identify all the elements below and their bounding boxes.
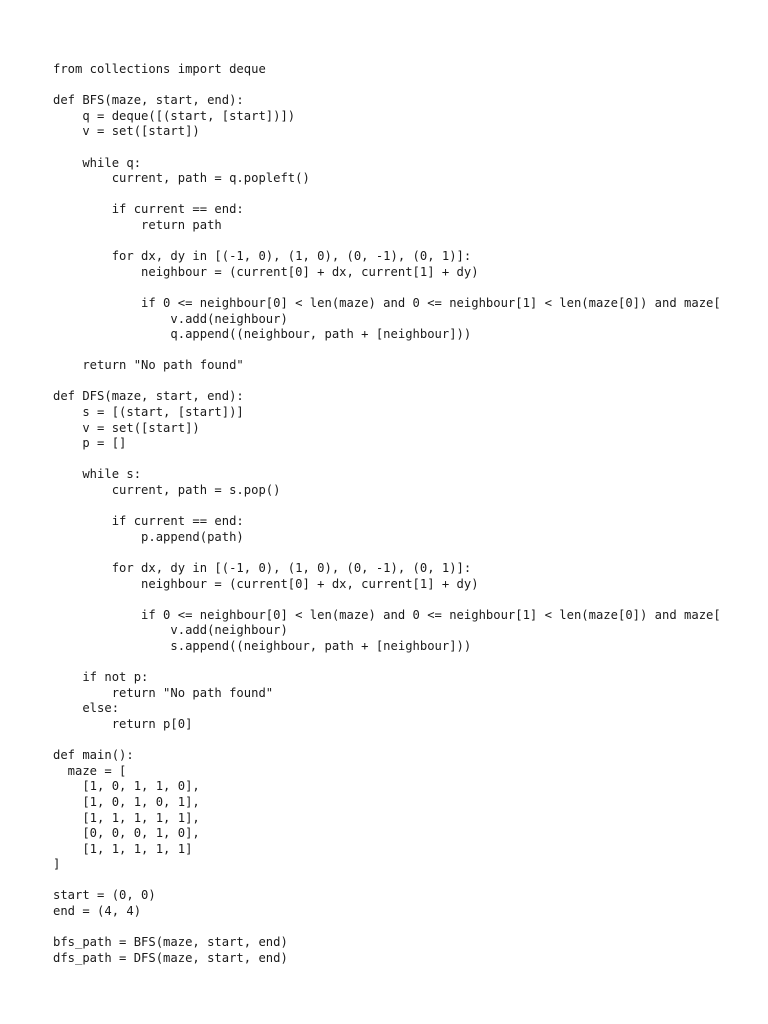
code-line: s = [(start, [start])]: [53, 405, 244, 420]
code-line: [53, 374, 753, 390]
code-line: [53, 733, 753, 749]
code-line: [1, 0, 1, 0, 1],: [53, 794, 200, 809]
code-line: if 0 <= neighbour[0] < len(maze) and 0 <= neighbour[1] < len(maze[0]) and maze[: [53, 295, 721, 310]
code-line: if not p:: [53, 670, 149, 685]
code-line: q.append((neighbour, path + [neighbour])): [53, 327, 472, 342]
code-line: for dx, dy in [(-1, 0), (1, 0), (0, -1), (0, 1)]:: [53, 561, 472, 575]
code-line: q = deque([(start, [start])]): [53, 108, 296, 123]
code-line: while s:: [53, 467, 142, 482]
code-line: [53, 140, 753, 156]
code-line: [53, 545, 753, 561]
code-line: if current == end:: [53, 202, 244, 217]
code-line: return "No path found": [53, 358, 244, 373]
code-line: def BFS(maze, start, end):: [53, 93, 244, 108]
code-line: current, path = s.pop(): [53, 483, 281, 498]
code-line: bfs_path = BFS(maze, start, end): [53, 935, 288, 950]
code-line: [53, 920, 753, 936]
code-line: [1, 0, 1, 1, 0],: [53, 779, 200, 794]
code-line: [53, 234, 753, 250]
code-line: return "No path found": [53, 685, 274, 700]
code-line: [53, 280, 753, 296]
code-line: p.append(path): [53, 529, 244, 544]
code-line: [53, 499, 753, 515]
code-line: v = set([start]): [53, 420, 200, 435]
code-line: [53, 343, 753, 359]
code-line: current, path = q.popleft(): [53, 171, 310, 186]
code-line: while q:: [53, 155, 142, 170]
code-line: dfs_path = DFS(maze, start, end): [53, 950, 288, 965]
code-line: [0, 0, 0, 1, 0],: [53, 826, 200, 841]
code-line: v.add(neighbour): [53, 623, 288, 638]
code-line: maze = [: [53, 763, 127, 778]
code-line: def DFS(maze, start, end):: [53, 389, 244, 404]
code-line: for dx, dy in [(-1, 0), (1, 0), (0, -1), (0, 1)]:: [53, 249, 472, 264]
code-line: [53, 452, 753, 468]
code-line: neighbour = (current[0] + dx, current[1] + dy): [53, 576, 479, 591]
code-line: [53, 873, 753, 889]
code-line: if current == end:: [53, 514, 244, 529]
code-line: v = set([start]): [53, 124, 200, 139]
code-line: neighbour = (current[0] + dx, current[1] + dy): [53, 264, 479, 279]
code-line: if 0 <= neighbour[0] < len(maze) and 0 <= neighbour[1] < len(maze[0]) and maze[: [53, 607, 721, 622]
code-line: s.append((neighbour, path + [neighbour])): [53, 638, 472, 653]
code-line: [53, 592, 753, 608]
code-line: [53, 187, 753, 203]
code-block: [53, 62, 753, 966]
code-line: def main():: [53, 748, 134, 763]
code-line: else:: [53, 701, 120, 716]
code-line: end = (4, 4): [53, 904, 142, 919]
code-line: [1, 1, 1, 1, 1],: [53, 810, 200, 825]
code-line: p = []: [53, 436, 127, 451]
code-line: return path: [53, 217, 222, 232]
code-line: [53, 78, 753, 94]
code-line: from collections import deque: [53, 62, 266, 76]
code-line: ]: [53, 857, 61, 872]
code-line: [53, 655, 753, 671]
code-line: v.add(neighbour): [53, 311, 288, 326]
code-line: start = (0, 0): [53, 888, 156, 903]
code-line: [1, 1, 1, 1, 1]: [53, 841, 193, 856]
code-line: return p[0]: [53, 716, 193, 731]
